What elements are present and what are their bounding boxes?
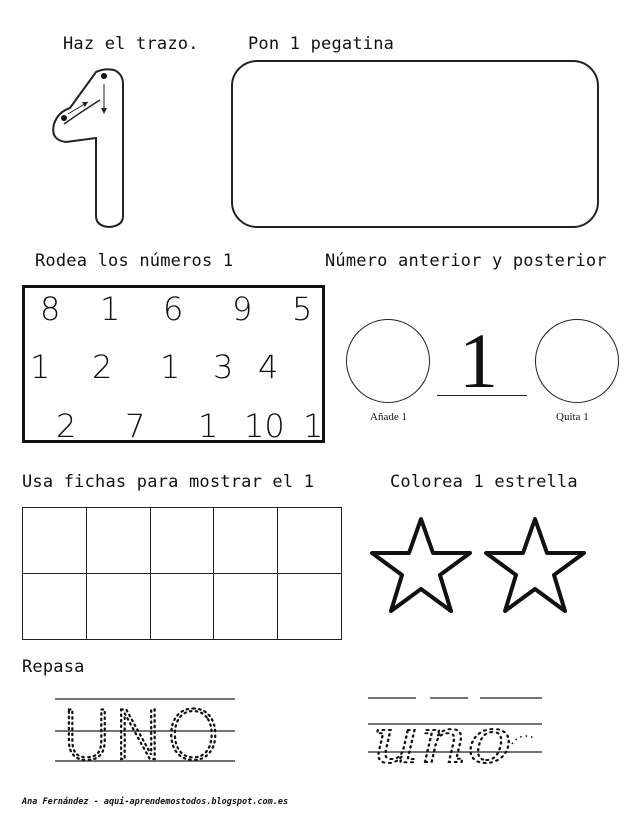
heading-circle-numbers: Rodea los números 1	[35, 251, 234, 271]
number-cell[interactable]: 7	[125, 407, 146, 445]
number-cell[interactable]: 10	[244, 407, 285, 445]
center-number: 1	[459, 317, 498, 404]
star-outline-left[interactable]	[368, 515, 474, 617]
number-cell[interactable]: 3	[213, 348, 234, 386]
sticker-box[interactable]	[231, 60, 599, 228]
number-underline	[437, 395, 527, 396]
heading-before-after: Número anterior y posterior	[325, 251, 607, 271]
trace-number-one-figure	[44, 66, 134, 232]
number-cell[interactable]: 4	[258, 348, 279, 386]
remove-one-label: Quita 1	[556, 411, 589, 423]
number-cell[interactable]: 9	[232, 290, 253, 328]
heading-trace: Haz el trazo.	[63, 34, 199, 54]
add-one-label: Añade 1	[370, 411, 407, 423]
number-cell[interactable]: 2	[92, 348, 113, 386]
number-cell[interactable]: 1	[160, 348, 181, 386]
ten-frame-cell[interactable]	[278, 574, 342, 640]
number-cell[interactable]: 8	[40, 290, 61, 328]
heading-review: Repasa	[22, 657, 85, 677]
heading-sticker: Pon 1 pegatina	[248, 34, 395, 54]
previous-number-circle[interactable]	[346, 319, 430, 403]
number-cell[interactable]: 1	[30, 348, 51, 386]
number-cell[interactable]: 6	[163, 290, 184, 328]
next-number-circle[interactable]	[535, 319, 619, 403]
heading-color-star: Colorea 1 estrella	[390, 472, 578, 492]
heading-counters: Usa fichas para mostrar el 1	[22, 472, 315, 492]
number-cell[interactable]: 1	[303, 407, 324, 445]
number-cell[interactable]: 2	[56, 407, 77, 445]
ten-frame-cell[interactable]	[86, 508, 150, 574]
lowercase-word-text: uno	[372, 704, 512, 770]
star-outline-right[interactable]	[482, 515, 588, 617]
ten-frame-cell[interactable]	[23, 574, 87, 640]
number-cell[interactable]: 1	[198, 407, 219, 445]
ten-frame-cell[interactable]	[86, 574, 150, 640]
uppercase-word-text: UNO	[61, 697, 221, 767]
number-cell[interactable]: 5	[292, 290, 313, 328]
ten-frame-cell[interactable]	[23, 508, 87, 574]
footer-credit: Ana Fernández - aqui-aprendemostodos.blogspot.com.es	[22, 797, 289, 807]
ten-frame-cell[interactable]	[214, 574, 278, 640]
ten-frame-cell[interactable]	[214, 508, 278, 574]
trace-word-uppercase[interactable]	[55, 693, 235, 767]
ten-frame-cell[interactable]	[278, 508, 342, 574]
ten-frame-cell[interactable]	[150, 508, 214, 574]
trace-word-lowercase[interactable]	[368, 690, 546, 770]
ten-frame	[22, 507, 342, 640]
ten-frame-cell[interactable]	[150, 574, 214, 640]
number-cell[interactable]: 1	[100, 290, 121, 328]
